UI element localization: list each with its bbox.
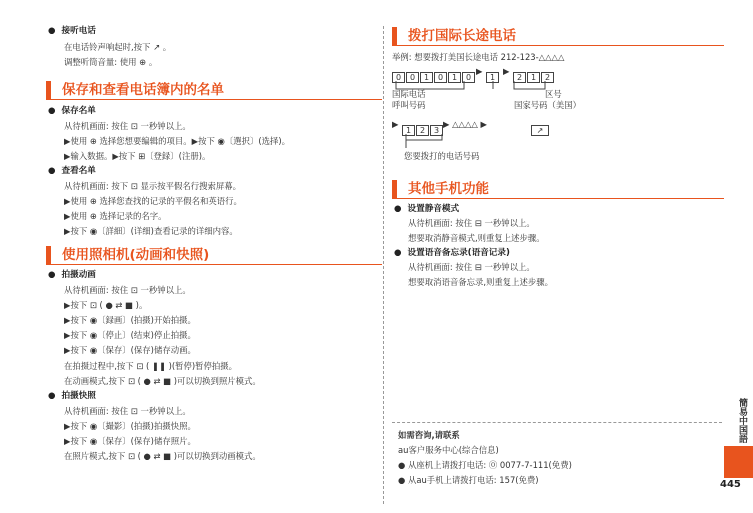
digit-box: 2	[513, 72, 526, 83]
photo-line: ▶按下 ◉〔撮影〕(拍摄)拍摄快照。	[64, 421, 196, 431]
photo-line: 从待机画面: 按住 ⊡ 一秒钟以上。	[64, 406, 191, 416]
save-line: ▶使用 ⊕ 选择您想要编辑的项目。▶按下 ◉〔選択〕(选择)。	[64, 136, 290, 146]
silent-line: 想要取消静音模式,则重复上述步骤。	[408, 233, 545, 243]
digit-box: 0	[392, 72, 405, 83]
digit-box: 2	[541, 72, 554, 83]
label-number: 您要拨打的电话号码	[404, 151, 480, 161]
contact-title: 如需咨询,请联系	[398, 430, 460, 440]
arrow-icon: ▶	[392, 119, 399, 129]
video-line: 在动画模式,按下 ⊡ ( ● ⇄ ■ )可以切换到照片模式。	[64, 376, 261, 386]
arrow-icon: ▶	[503, 66, 510, 76]
digit-box: 1	[420, 72, 433, 83]
arrow-icon: ▶	[476, 66, 483, 76]
intl-example: 举例: 想要拨打美国长途电话 212-123-△△△△	[392, 52, 565, 62]
call-icon: ↗	[531, 125, 549, 136]
label-country: 国家号码（美国）	[514, 100, 581, 110]
video-line: 从待机画面: 按住 ⊡ 一秒钟以上。	[64, 285, 191, 295]
silent-line: 从待机画面: 按住 ⊟ 一秒钟以上。	[408, 218, 535, 228]
column-divider	[383, 26, 384, 504]
digit-box: 0	[434, 72, 447, 83]
memo-line: 想要取消语音备忘录,则重复上述步骤。	[408, 277, 554, 287]
view-line: ▶使用 ⊕ 选择记录的名字。	[64, 211, 167, 221]
save-heading: 保存和查看电话簿内的名单	[46, 81, 382, 100]
answer-title: ● 接听电话	[48, 24, 96, 39]
view-line: ▶按下 ◉〔詳細〕(详细)查看记录的详细内容。	[64, 226, 238, 236]
memo-title: ● 设置语音备忘录(语音记录)	[394, 246, 510, 261]
digit-box: 2	[416, 125, 429, 136]
contact-divider	[392, 422, 722, 423]
call-key	[531, 120, 550, 139]
label-intl: 国际电话	[392, 89, 426, 99]
answer-line: 调整听筒音量: 使用 ⊕ 。	[64, 57, 158, 67]
other-heading: 其他手机功能	[392, 180, 724, 199]
view-line: ▶使用 ⊕ 选择您查找的记录的平假名和英语行。	[64, 196, 242, 206]
digit-box: 1	[402, 125, 415, 136]
digit-box: 1	[527, 72, 540, 83]
intl-heading: 拨打国际长途电话	[392, 27, 724, 46]
answer-line: 在电话铃声响起时,按下 ↗ 。	[64, 42, 172, 52]
photo-line: ▶按下 ◉〔保存〕(保存)储存照片。	[64, 436, 196, 446]
number-tail: ▶ △△△△ ▶	[443, 119, 487, 129]
photo-line: 在照片模式,按下 ⊡ ( ● ⇄ ■ )可以切换到动画模式。	[64, 451, 261, 461]
label-area: 区号	[545, 89, 562, 99]
page-number: 445	[720, 479, 741, 490]
silent-title: ● 设置静音模式	[394, 202, 459, 217]
save-line: ▶输入数据。▶按下 ⊞〔登録〕(注册)。	[64, 151, 211, 161]
digit-box: 3	[430, 125, 443, 136]
video-line: 在拍摄过程中,按下 ⊡ ( ❚❚ )(暂停)暂停拍摄。	[64, 361, 238, 371]
photo-title: ● 拍摄快照	[48, 389, 96, 404]
label-intl: 呼叫号码	[392, 100, 426, 110]
view-line: 从待机画面: 按下 ⊡ 显示按平假名行搜索屏幕。	[64, 181, 241, 191]
contact-line: ● 从座机上请拨打电话: ⓪ 0077-7-111(免费)	[398, 460, 572, 470]
contact-sub: au客户服务中心(综合信息)	[398, 445, 499, 455]
digit-box: 0	[406, 72, 419, 83]
save-title: ● 保存名单	[48, 104, 96, 119]
memo-line: 从待机画面: 按住 ⊟ 一秒钟以上。	[408, 262, 535, 272]
side-label: 簡易中国語	[737, 398, 747, 443]
save-line: 从待机画面: 按住 ⊡ 一秒钟以上。	[64, 121, 191, 131]
contact-landline: 从座机上请拨打电话: ⓪ 0077-7-111(免费)	[407, 460, 572, 470]
contact-line: ● 从au手机上请拨打电话: 157(免费)	[398, 475, 539, 485]
video-line: ▶按下 ⊡ ( ● ⇄ ■ )。	[64, 300, 148, 310]
video-line: ▶按下 ◉〔保存〕(保存)储存动画。	[64, 345, 196, 355]
digit-box: 0	[462, 72, 475, 83]
video-title: ● 拍摄动画	[48, 268, 96, 283]
camera-heading: 使用照相机(动画和快照)	[46, 246, 382, 265]
video-line: ▶按下 ◉〔録画〕(拍摄)开始拍摄。	[64, 315, 196, 325]
contact-mobile: 从au手机上请拨打电话: 157(免费)	[407, 475, 539, 485]
view-title: ● 查看名单	[48, 164, 96, 179]
side-tab	[724, 446, 753, 478]
digit-box: 1	[448, 72, 461, 83]
digit-box: 1	[486, 72, 499, 83]
video-line: ▶按下 ◉〔停止〕(结束)停止拍摄。	[64, 330, 196, 340]
